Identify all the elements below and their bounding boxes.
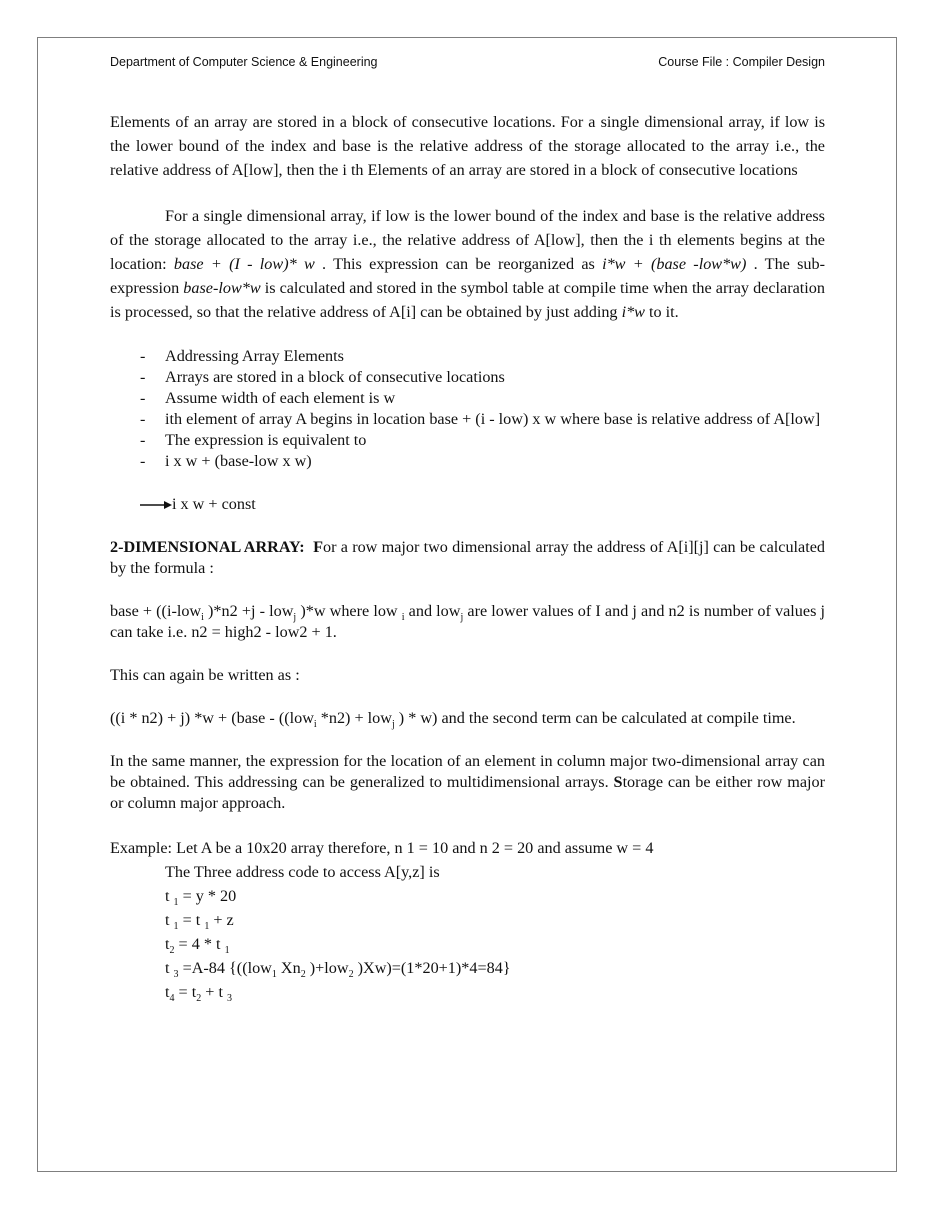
example-line: The Three address code to access A[y,z] is [165, 863, 440, 881]
right-arrow-icon [140, 500, 172, 510]
example-line: $t_4 = t_2 + t$ $_3$ [165, 983, 233, 1005]
example-line: t $_1$ = t $_1$ + z [165, 911, 234, 933]
example-line: $t_2 = 4 * t$ $_1$ [165, 935, 230, 957]
paragraph-two-dimensional: 2-DIMENSIONAL ARRAY: For a row major two dimensional array the address of A[i][j] can be calculated by the formula : [110, 538, 826, 577]
example-intro: Example: Let A be a 10x20 array therefore, n 1 = 10 and n 2 = 20 and assume w = 4 [110, 839, 654, 857]
list-item: - ith element of array A begins in location base + (i - low) x w where base is relative address of A[low] [110, 409, 825, 430]
example-block [110, 836, 825, 1004]
list-item: - i x w + (base-low x w) [110, 451, 825, 472]
example-line: t $_3$ =A-84 {((low$_1$ $Xn_2$ )+low$_2$ )Xw)=(1*20+1)*4=84} [165, 959, 511, 981]
list-item: - Addressing Array Elements [110, 346, 825, 367]
list-item: - The expression is equivalent to [110, 430, 825, 451]
paragraph-row-major-formula: base + ((i-low$_i$ )*n2 +j - low$_j$ )*w where low $_i$ and low$_j$ are lower values of I and j and n2 is number of values j can take i.e. n2 = high2 - low2 + 1. [110, 602, 826, 641]
list-item: - Assume width of each element is w [110, 388, 825, 409]
paragraph-array-storage: Elements of an array are stored in a block of consecutive locations. For a single dimensional array, if low is the lower bound of the index and base is the relative address of the storage allocated to the array i.e., the relative address of A[low], then the i th Elements of an array are stored in a block of consecutive locations [110, 113, 825, 179]
header-department: Department of Computer Science & Engineering [110, 55, 378, 69]
bullet-list [110, 346, 825, 472]
header-course-file: Course File : Compiler Design [658, 55, 825, 69]
paragraph-single-dimensional: For a single dimensional array, if low is the lower bound of the index and base is the relative address of the storage allocated to the array i.e., the relative address of A[low], then the i th elements begins at the location: base + (I - low)* w . This expression can be reorganized as i*w + (base -low*w) . The sub-expression base-low*w is calculated and stored in the symbol table at compile time when the array declaration is processed, so that the relative address of A[i] can be obtained by just adding i*w to it. [110, 207, 826, 321]
paragraph-rewrite: This can again be written as : [110, 666, 300, 684]
document-body [110, 110, 825, 1004]
section-heading: 2-DIMENSIONAL ARRAY: [110, 538, 305, 556]
paragraph-rewritten-expression: ((i * n2) + j) *w + (base - ((low$_i$ *n2) + low$_j$ ) * w) and the second term can be calculated at compile time. [110, 709, 796, 731]
arrow-expression: i x w + const [110, 494, 825, 515]
example-line: t $_1$ = y * 20 [165, 887, 237, 909]
list-item: - Arrays are stored in a block of consecutive locations [110, 367, 825, 388]
paragraph-column-major: In the same manner, the expression for the location of an element in column major two-dimensional array can be obtained. This addressing can be generalized to multidimensional arrays. Storage can be either row major or column major approach. [110, 752, 825, 812]
